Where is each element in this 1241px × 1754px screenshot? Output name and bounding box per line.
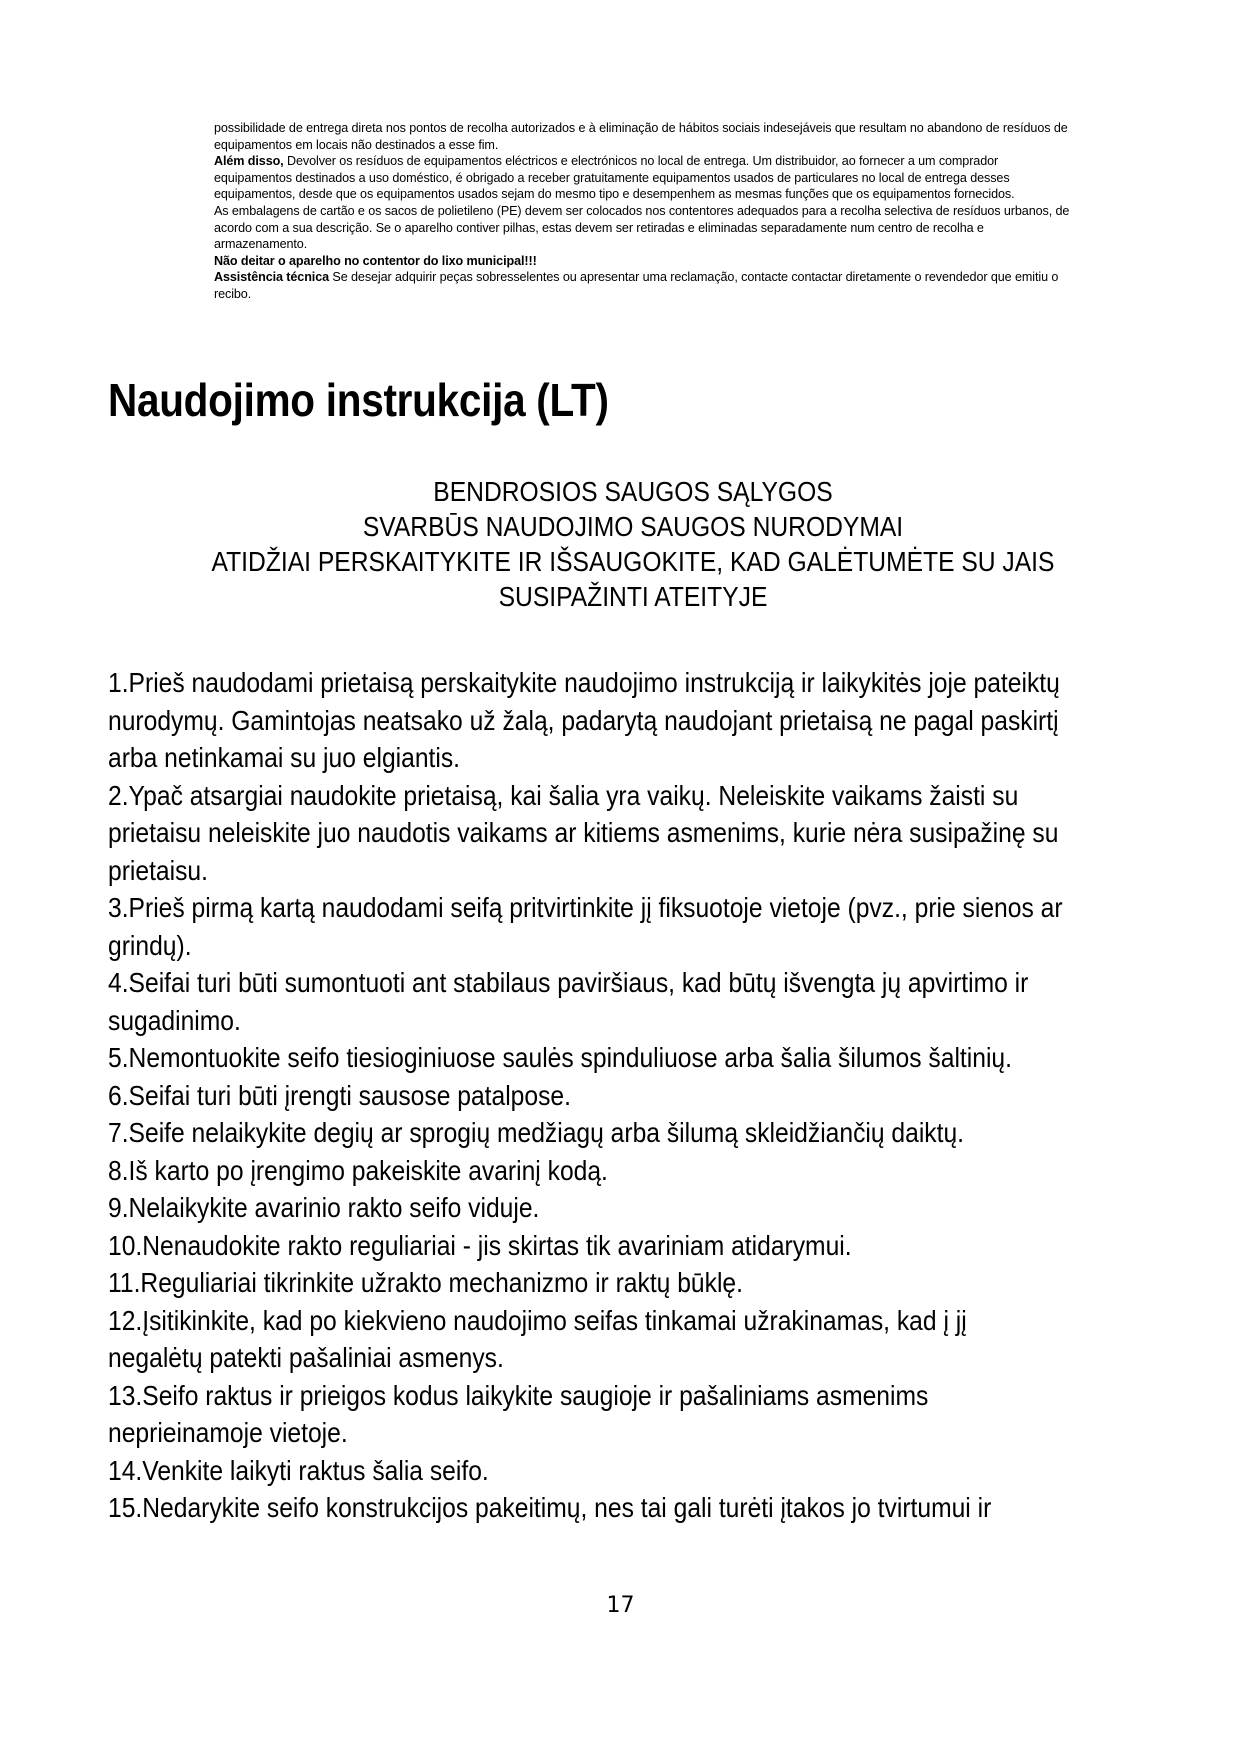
rule-item xyxy=(108,1152,1188,1190)
rule-item xyxy=(108,889,1188,964)
rule-line: negalėtų patekti pašaliniai asmenys. xyxy=(108,1342,504,1373)
rule-item xyxy=(108,1377,1188,1452)
rule-line: 10.Nenaudokite rakto reguliariai - jis skirtas tik avariniam atidarymui. xyxy=(108,1229,852,1261)
rule-item xyxy=(108,1114,1188,1152)
rule-line: 15.Nedarykite seifo konstrukcijos pakeitimų, nes tai gali turėti įtakos jo tvirtumui ir xyxy=(108,1492,992,1523)
portuguese-disposal-text xyxy=(214,120,1164,303)
rule-line: 3.Prieš pirmą kartą naudodami seifą pritvirtinkite jį fiksuotoje vietoje (pvz., prie sienos ar xyxy=(108,892,1063,923)
rule-line: 5.Nemontuokite seifo tiesioginiuose saulės spinduliuose arba šalia šilumos šaltinių. xyxy=(108,1042,1012,1073)
rule-item xyxy=(108,1189,1188,1227)
heading-line: SVARBŪS NAUDOJIMO SAUGOS NURODYMAI xyxy=(362,511,904,542)
pt-line: equipamentos destinados a uso doméstico, é obrigado a receber gratuitamente equipamentos usados de particulares no local de entrega desses xyxy=(214,170,1010,185)
rule-line: 9.Nelaikykite avarinio rakto seifo viduje. xyxy=(108,1192,540,1223)
pt-line xyxy=(214,269,1164,286)
rule-line: neprieinamoje vietoje. xyxy=(108,1417,348,1448)
pt-line: As embalagens de cartão e os sacos de polietileno (PE) devem ser colocados nos contentores adequados para a recolha selectiva de resíduos urbanos, de xyxy=(214,203,1070,218)
rule-line: sugadinimo. xyxy=(108,1004,241,1036)
rule-line: 13.Seifo raktus ir prieigos kodus laikykite saugioje ir pašaliniams asmenims xyxy=(108,1379,929,1411)
rule-line: 12.Įsitikinkite, kad po kiekvieno naudojimo seifas tinkamai užrakinamas, kad į jį xyxy=(108,1304,967,1336)
rule-item xyxy=(108,1302,1188,1377)
rule-item xyxy=(108,1227,1188,1265)
rule-line: nurodymų. Gamintojas neatsako už žalą, padarytą naudojant prietaisą ne pagal paskirtį xyxy=(108,704,1059,736)
rule-line: 2.Ypač atsargiai naudokite prietaisą, kai šalia yra vaikų. Neleiskite vaikams žaisti su xyxy=(108,779,1019,811)
rule-line: 8.Iš karto po įrengimo pakeiskite avarinį kodą. xyxy=(108,1154,608,1186)
rule-line: 6.Seifai turi būti įrengti sausose patalpose. xyxy=(108,1079,571,1111)
rule-line: 7.Seife nelaikykite degių ar sprogių medžiagų arba šilumą skleidžiančių daiktų. xyxy=(108,1117,965,1148)
rule-line: 4.Seifai turi būti sumontuoti ant stabilaus paviršiaus, kad būtų išvengta jų apvirtimo ir xyxy=(108,967,1029,998)
safety-heading xyxy=(108,474,1158,614)
pt-bold-lead: Assistência técnica xyxy=(214,270,330,285)
pt-line xyxy=(214,153,1164,170)
pt-line: armazenamento. xyxy=(214,237,308,252)
pt-line: recibo. xyxy=(214,286,252,301)
section-title: Naudojimo instrukcija (LT) xyxy=(108,374,609,426)
pt-bold-lead: Além disso, xyxy=(214,154,284,169)
safety-rules-list xyxy=(108,664,1188,1527)
pt-line: equipamentos em locais não destinados a esse fim. xyxy=(214,137,499,152)
rule-line: prietaisu neleiskite juo naudotis vaikams ar kitiems asmenims, kurie nėra susipažinę su xyxy=(108,817,1059,848)
heading-line: SUSIPAŽINTI ATEITYJE xyxy=(498,581,768,612)
rule-item xyxy=(108,1039,1188,1077)
rule-item xyxy=(108,1077,1188,1115)
rule-line: prietaisu. xyxy=(108,854,208,886)
pt-line: possibilidade de entrega direta nos pontos de recolha autorizados e à eliminação de hábitos sociais indesejáveis que resultam no abandono de resíduos de xyxy=(214,121,1068,135)
pt-line-rest: Se desejar adquirir peças sobresselentes ou apresentar uma reclamação, contacte contactar diretamente o revendedor que emitiu o xyxy=(329,270,1059,285)
pt-warning-text: Não deitar o aparelho no contentor do lixo municipal!!! xyxy=(214,253,537,268)
rule-line: 11.Reguliariai tikrinkite užrakto mechanizmo ir raktų būklę. xyxy=(108,1267,743,1298)
pt-line: equipamentos, desde que os equipamentos usados sejam do mesmo tipo e desempenhem as mesmas funções que os equipamentos fornecidos. xyxy=(214,187,1015,202)
pt-warning xyxy=(214,253,1164,270)
rule-line: 14.Venkite laikyti raktus šalia seifo. xyxy=(108,1454,489,1486)
heading-line: BENDROSIOS SAUGOS SĄLYGOS xyxy=(433,476,833,507)
rule-line: grindų). xyxy=(108,929,192,961)
rule-item xyxy=(108,1489,1188,1527)
rule-line: arba netinkamai su juo elgiantis. xyxy=(108,742,461,773)
rule-item xyxy=(108,1452,1188,1490)
pt-line-rest: Devolver os resíduos de equipamentos eléctricos e electrónicos no local de entrega. Um distribuidor, ao fornecer a um comprador xyxy=(283,154,999,169)
rule-item xyxy=(108,1264,1188,1302)
rule-item xyxy=(108,664,1188,777)
rule-item xyxy=(108,777,1188,890)
rule-item xyxy=(108,964,1188,1039)
page-number: 17 xyxy=(606,1593,635,1618)
pt-line: acordo com a sua descrição. Se o aparelho contiver pilhas, estas devem ser retiradas e eliminadas separadamente num centro de recolha e xyxy=(214,220,984,235)
rule-line: 1.Prieš naudodami prietaisą perskaitykite naudojimo instrukciją ir laikykitės joje pateiktų xyxy=(108,667,1060,698)
heading-line: ATIDŽIAI PERSKAITYKITE IR IŠSAUGOKITE, KAD GALĖTUMĖTE SU JAIS xyxy=(211,546,1055,577)
